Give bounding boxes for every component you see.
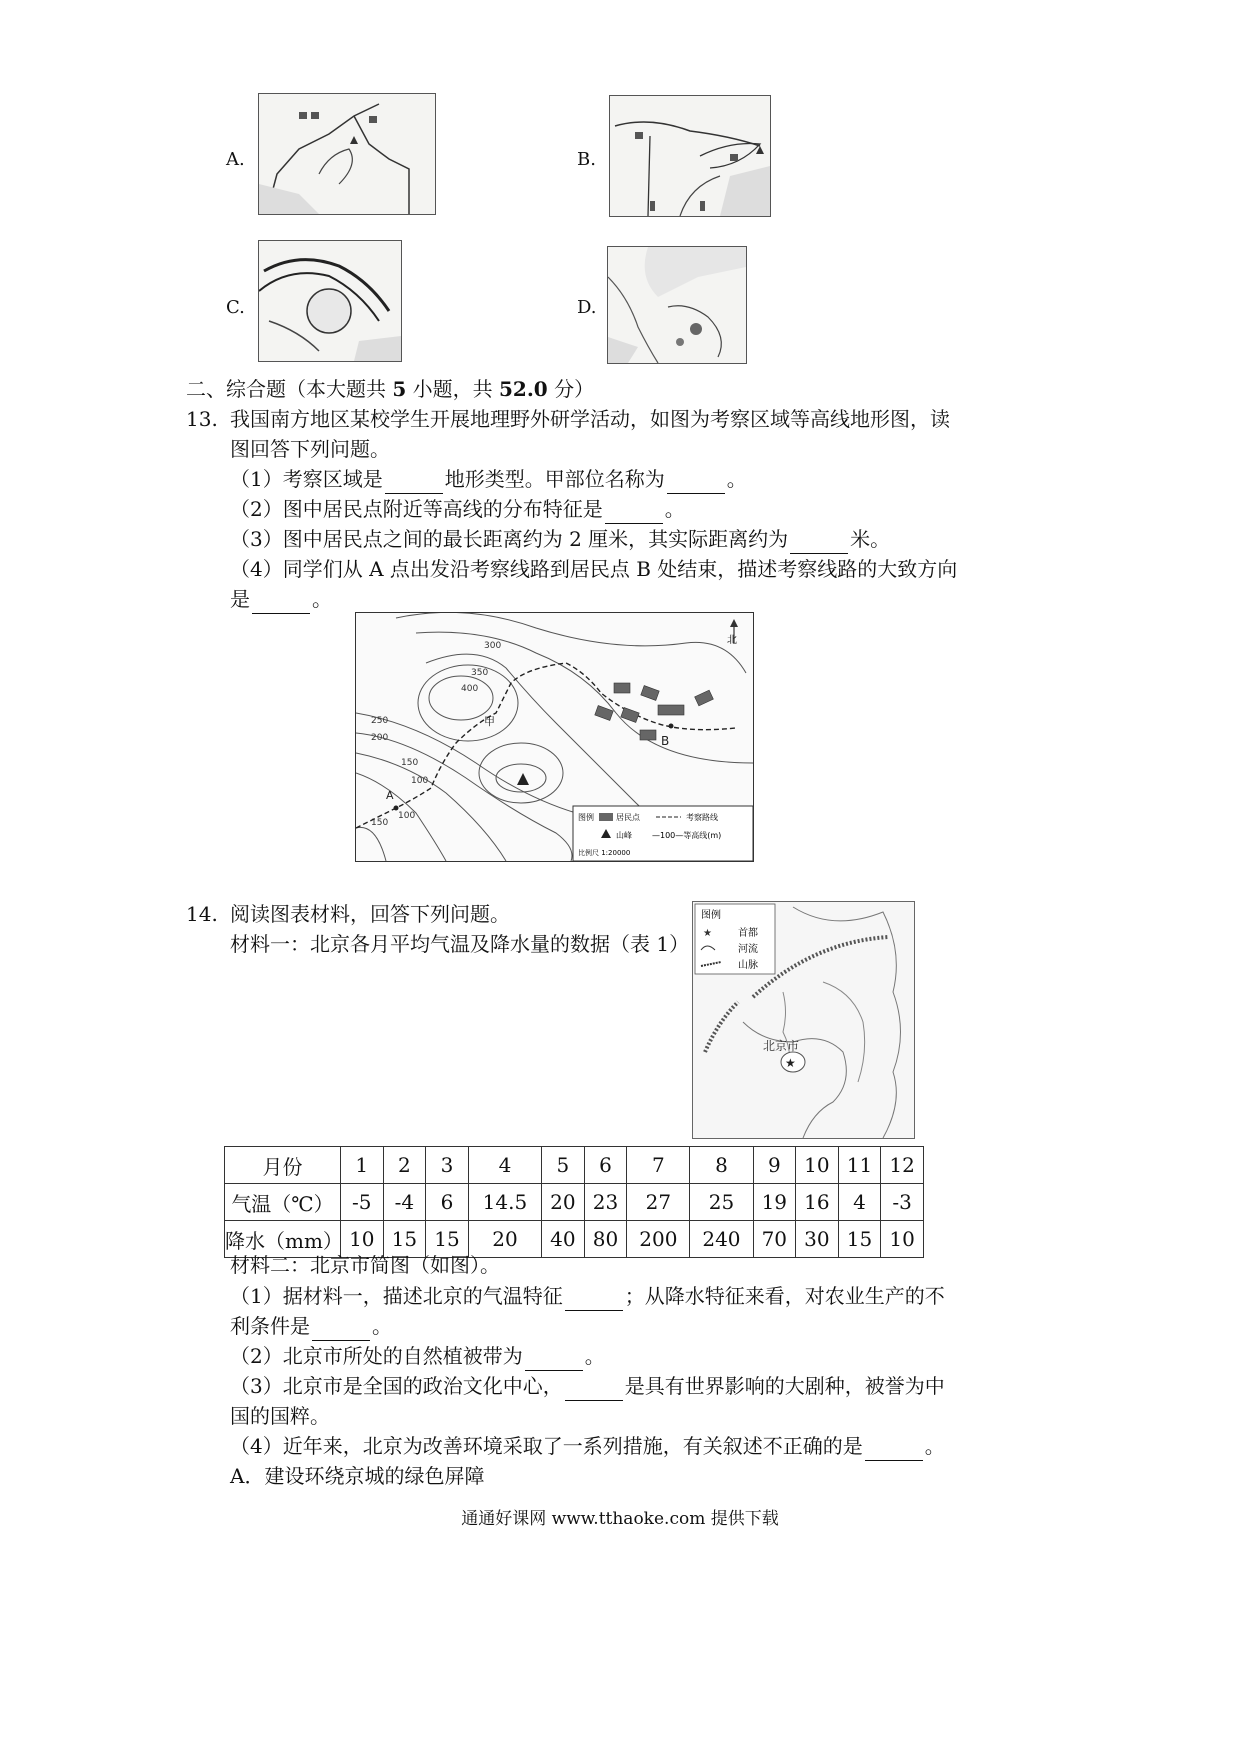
contour-label: 350: [471, 668, 489, 678]
table-row: [225, 1184, 924, 1221]
option-a-label: A.: [226, 149, 245, 170]
contour-label: 400: [461, 684, 479, 694]
q14-option-a: A．建设环绕京城的绿色屏障: [230, 1464, 485, 1488]
survey-route: [356, 663, 736, 828]
temp-cell: -3: [881, 1184, 924, 1221]
q14-material1: 材料一：北京各月平均气温及降水量的数据（表 1）: [230, 932, 690, 956]
map-scale: 比例尺 1:20000: [578, 849, 631, 857]
answer-blank[interactable]: [667, 471, 725, 494]
contour-label: 150: [401, 758, 419, 768]
q14-sub1: （1）据材料一，描述北京的气温特征 ；从降水特征来看，对农业生产的不: [230, 1281, 945, 1311]
legend-capital-icon: ★: [703, 928, 712, 939]
q14-number: 14.: [186, 902, 218, 926]
answer-blank[interactable]: [605, 501, 663, 524]
q13-sub4-cont: 是 。: [230, 584, 332, 614]
answer-blank[interactable]: [385, 471, 443, 494]
q13-sub2: （2）图中居民点附近等高线的分布特征是 。: [230, 494, 685, 524]
row-label: 气温（℃）: [225, 1184, 341, 1221]
answer-blank[interactable]: [565, 1288, 623, 1311]
city-label: 北京市: [763, 1039, 800, 1053]
month-cell: 7: [627, 1147, 690, 1184]
month-cell: 5: [542, 1147, 585, 1184]
month-cell: 3: [426, 1147, 469, 1184]
legend-route: 考察路线: [686, 813, 718, 822]
month-cell: 11: [838, 1147, 881, 1184]
precip-cell: 70: [753, 1221, 796, 1258]
table-row: [225, 1147, 924, 1184]
beijing-map: [692, 901, 915, 1139]
temp-cell: -5: [341, 1184, 384, 1221]
temp-cell: -4: [383, 1184, 426, 1221]
temp-cell: 27: [627, 1184, 690, 1221]
month-cell: 10: [796, 1147, 839, 1184]
north-label: 北: [727, 635, 737, 646]
contour-label: 250: [371, 716, 389, 726]
legend-residence: 居民点: [616, 813, 640, 822]
option-b-label: B.: [577, 149, 596, 170]
precip-cell: 10: [881, 1221, 924, 1258]
contour-label: 100: [411, 776, 429, 786]
precip-cell: 15: [838, 1221, 881, 1258]
contour-label: 150: [371, 818, 389, 828]
legend-contour: —100—等高线(m): [652, 831, 722, 840]
option-b-map: [609, 95, 771, 217]
page-footer: 通通好课网 www.tthaoke.com 提供下载: [461, 1509, 779, 1529]
option-c-map: [258, 240, 402, 362]
precip-cell: 20: [468, 1221, 541, 1258]
answer-blank[interactable]: [312, 1318, 370, 1341]
q14-sub2: （2）北京市所处的自然植被带为 。: [230, 1341, 605, 1371]
q13-stem-line1: 我国南方地区某校学生开展地理野外研学活动，如图为考察区域等高线地形图，读: [230, 407, 950, 431]
jia-label: 甲: [484, 715, 495, 728]
month-cell: 6: [584, 1147, 627, 1184]
month-cell: 12: [881, 1147, 924, 1184]
temp-cell: 20: [542, 1184, 585, 1221]
residence-markers: [595, 683, 714, 740]
temp-cell: 16: [796, 1184, 839, 1221]
legend-title: 图例: [578, 813, 594, 822]
peak-marker: [517, 773, 529, 785]
q14-sub3-cont: 国的国粹。: [230, 1404, 330, 1428]
option-d-map: [607, 246, 747, 364]
q14-sub4: （4）近年来，北京为改善环境采取了一系列措施，有关叙述不正确的是 。: [230, 1431, 945, 1461]
q13-stem-line2: 图回答下列问题。: [230, 437, 390, 461]
legend-river: 河流: [738, 944, 758, 955]
option-a-map: [258, 93, 436, 215]
precip-cell: 10: [341, 1221, 384, 1258]
answer-blank[interactable]: [865, 1438, 923, 1461]
precip-cell: 240: [690, 1221, 753, 1258]
contour-label: 200: [371, 733, 389, 743]
month-cell: 2: [383, 1147, 426, 1184]
point-a-label: A: [386, 789, 394, 802]
precip-cell: 40: [542, 1221, 585, 1258]
legend-capital: 首都: [738, 928, 758, 939]
precip-cell: 30: [796, 1221, 839, 1258]
month-cell: 8: [690, 1147, 753, 1184]
point-b-label: B: [661, 734, 670, 748]
temp-cell: 4: [838, 1184, 881, 1221]
temp-cell: 14.5: [468, 1184, 541, 1221]
precip-cell: 200: [627, 1221, 690, 1258]
q14-sub1-cont: 利条件是 。: [230, 1311, 392, 1341]
temp-cell: 25: [690, 1184, 753, 1221]
contour-label: 100: [398, 811, 416, 821]
precip-cell: 15: [426, 1221, 469, 1258]
q14-stem: 阅读图表材料，回答下列问题。: [230, 902, 510, 926]
row-label: 月份: [225, 1147, 341, 1184]
month-cell: 1: [341, 1147, 384, 1184]
answer-blank[interactable]: [565, 1378, 623, 1401]
q14-sub3: （3）北京市是全国的政治文化中心， 是具有世界影响的大剧种，被誉为中: [230, 1371, 945, 1401]
month-cell: 9: [753, 1147, 796, 1184]
answer-blank[interactable]: [525, 1348, 583, 1371]
q13-sub1: （1）考察区域是 地形类型。甲部位名称为 。: [230, 464, 747, 494]
answer-blank[interactable]: [790, 531, 848, 554]
contour-label: 300: [484, 641, 502, 651]
precip-cell: 15: [383, 1221, 426, 1258]
climate-table: [224, 1146, 924, 1258]
legend-peak: 山峰: [616, 831, 632, 840]
legend-mountain: 山脉: [738, 960, 758, 971]
q13-number: 13.: [186, 407, 218, 431]
contour-map: [355, 612, 754, 862]
month-cell: 4: [468, 1147, 541, 1184]
temp-cell: 6: [426, 1184, 469, 1221]
precip-cell: 80: [584, 1221, 627, 1258]
capital-star-icon: ★: [785, 1056, 796, 1070]
option-c-label: C.: [226, 297, 245, 318]
q13-sub4: （4）同学们从 A 点出发沿考察线路到居民点 B 处结束，描述考察线路的大致方向: [230, 557, 958, 581]
q13-sub3: （3）图中居民点之间的最长距离约为 2 厘米，其实际距离约为 米。: [230, 524, 890, 554]
row-label: 降水（mm）: [225, 1221, 341, 1258]
legend-title: 图例: [701, 910, 721, 921]
answer-blank[interactable]: [252, 591, 310, 614]
temp-cell: 19: [753, 1184, 796, 1221]
temp-cell: 23: [584, 1184, 627, 1221]
q14-material2: 材料二：北京市简图（如图）。: [230, 1253, 500, 1277]
section-heading: 二、综合题（本大题共 5 小题，共 52.0 分）: [186, 377, 595, 401]
option-d-label: D.: [577, 297, 597, 318]
